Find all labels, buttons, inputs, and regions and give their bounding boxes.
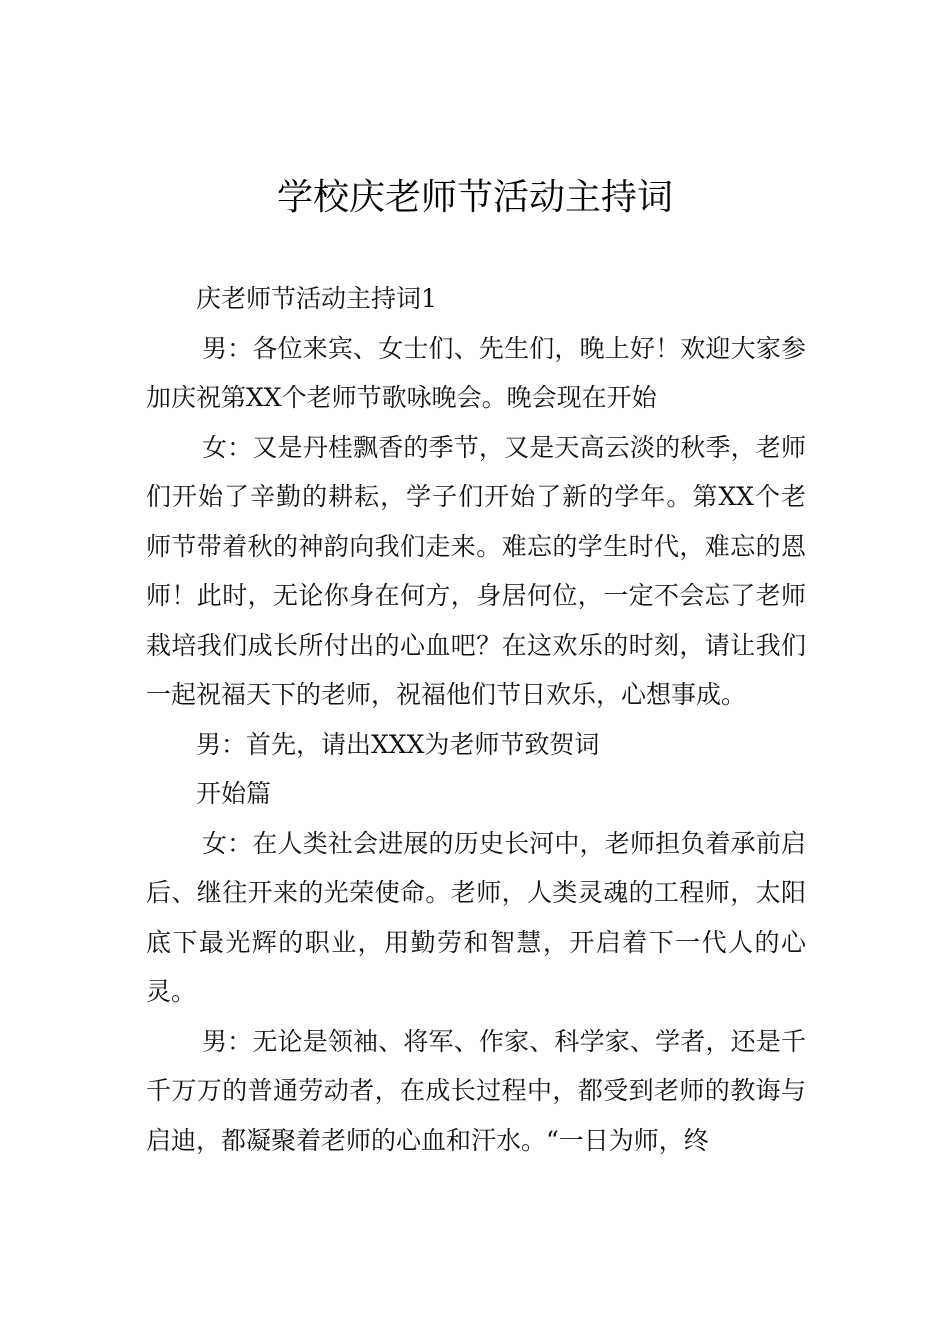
paragraph-female-opening: 女：又是丹桂飘香的季节，又是天高云淡的秋季，老师们开始了辛勤的耕耘，学子们开始了新的学年。第XX个老师节带着秋的神韵向我们走来。难忘的学生时代，难忘的恩师！此时，无论你身在何方，身居何位，一定不会忘了老师栽培我们成长所付出的心血吧？在这欢乐的时刻，请让我们一起祝福天下的老师，祝福他们节日欢乐，心想事成。	[146, 432, 806, 709]
section-subheading: 开始篇	[196, 779, 272, 808]
document-body	[146, 274, 806, 1165]
document-title: 学校庆老师节活动主持词	[276, 177, 673, 218]
paragraph-female-history: 女：在人类社会进展的历史长河中，老师担负着承前启后、继往开来的光荣使命。老师，人类灵魂的工程师，太阳底下最光辉的职业，用勤劳和智慧，开启着下一代人的心灵。	[146, 828, 806, 1006]
paragraph-male-invite: 男：首先，请出XXX为老师节致贺词	[196, 729, 600, 759]
paragraph-male-opening: 男：各位来宾、女士们、先生们，晚上好！欢迎大家参加庆祝第XX个老师节歌咏晚会。晚会现在开始	[146, 333, 806, 412]
section-heading: 庆老师节活动主持词1	[196, 284, 437, 313]
paragraph-male-growth: 男：无论是领袖、将军、作家、科学家、学者，还是千千万万的普通劳动者，在成长过程中，都受到老师的教诲与启迪，都凝聚着老师的心血和汗水。“一日为师，终	[146, 1026, 806, 1155]
